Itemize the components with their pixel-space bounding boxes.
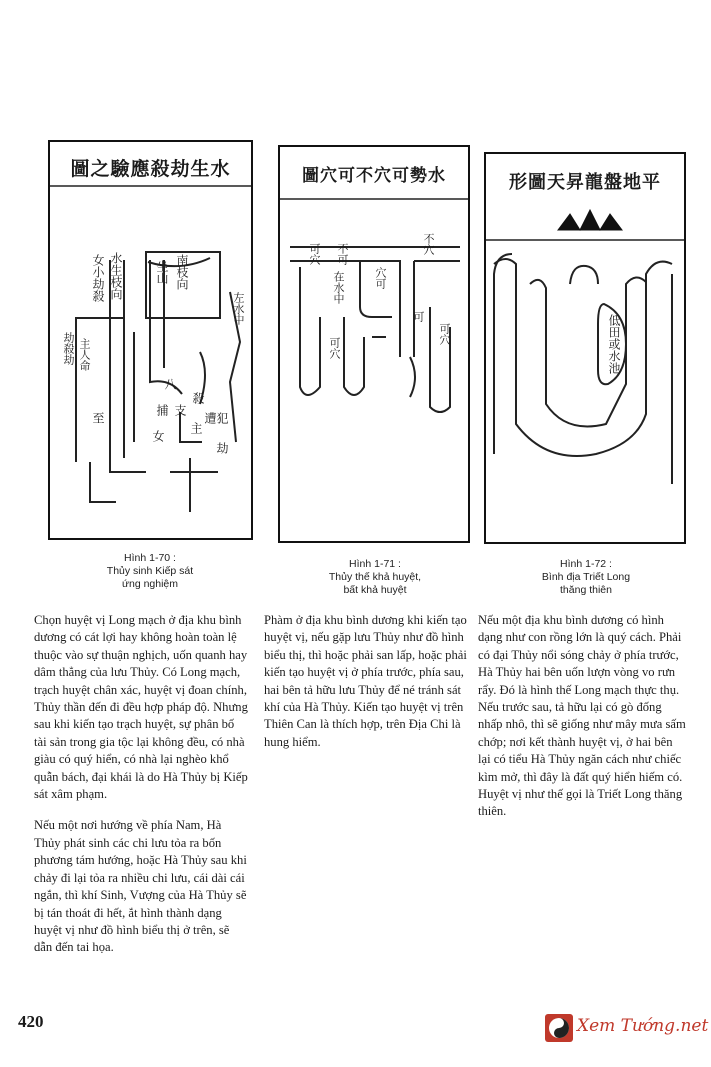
caption-1-71-line-1: Thủy thế khả huyệt, <box>328 571 422 583</box>
fig2-label-f: 可穴 <box>438 323 451 345</box>
text-column-3 <box>478 612 686 835</box>
fig2-label-e: 可 <box>412 311 425 322</box>
fig2-label-a: 可穴 <box>308 243 321 265</box>
text-column-2 <box>264 612 470 765</box>
fig2-label-h: 可穴 <box>328 337 341 359</box>
fig1-label-c: 南枝向 <box>175 254 189 290</box>
figure-1-71-title: 圖穴可不穴可勢水 <box>302 166 446 186</box>
figure-1-70 <box>48 140 253 540</box>
fig1-label-i: 殺 <box>191 392 205 404</box>
fig1-label-k: 支 <box>173 404 187 416</box>
fig1-label-n: 遭 <box>203 412 217 424</box>
caption-1-72-number: Hình 1-72 : <box>560 558 612 570</box>
paragraph: Chọn huyệt vị Long mạch ở địa khu bình dương có cát lợi hay không hoàn toàn lệ thuộc vào sự thuận nghịch, uốn quanh hay dâm thẳng của lưu Thủy. Có Long mạch, trạch huyệt chân xác, huyệt vị đoan chính, Thủy thần đến đi đều hợp pháp độ. Nhưng sau khi kiến tạo trạch huyệt, sự phân bố tài sản trong gia tộc lại không đều, có nhà giàu có quý hiển, có nhà lại nghèo khổ quẫn bách, đại khái là do Hà Thủy bị Kiếp sát xâm phạm. <box>34 613 248 802</box>
figure-1-71-drawing <box>280 147 470 543</box>
fig1-label-h: 女 <box>151 430 165 442</box>
figure-1-71 <box>278 145 470 543</box>
yin-yang-icon <box>545 1014 573 1042</box>
figure-1-72 <box>484 152 686 544</box>
fig1-label-p: 劫 <box>215 442 229 454</box>
figure-1-72-drawing <box>486 154 686 544</box>
fig1-label-e: 左水中 <box>232 292 245 325</box>
figure-1-70-title: 圖之驗應殺劫生水 <box>70 158 231 180</box>
paragraph: Phàm ở địa khu bình dương khi kiến tạo huyệt vị, nếu gặp lưu Thủy như đồ hình biểu thị, thì hoặc phải san lấp, hoặc phải kiến tạo huyệt vị ở phía trước, phía sau, hai bên tả hữu lưu Thủy để né tránh sát khí của Hà Thủy. Kiến tạo huyệt vị trên Thiên Can là thích hợp, trên Địa Chi là hung hiểm. <box>264 613 467 749</box>
brand-logo[interactable] <box>545 1014 709 1046</box>
caption-1-70-line-2: ứng nghiệm <box>121 578 179 590</box>
page-number: 420 <box>18 1012 44 1031</box>
fig2-label-b: 不可 <box>336 243 349 265</box>
caption-1-70-number: Hình 1-70 : <box>124 552 176 564</box>
brand-text: Xem Tướng.net <box>577 1016 709 1036</box>
caption-1-72-line-2: thăng thiên <box>560 584 612 596</box>
caption-1-71-line-2: bất khả huyệt <box>343 584 407 596</box>
paragraph: Nếu một nơi hướng về phía Nam, Hà Thủy phát sinh các chi lưu tỏa ra bốn phương tám hướng, hoặc Hà Thủy sau khi chảy đi lại tỏa ra nhiều chi lưu, cái dài cái ngắn, thì khí Sinh, Vượng của Hà Thủy sẽ bị tán thoát đi hết, ắt hình thành dạng huyệt vị như đồ hình biểu thị ở trên, sẽ dẫn đến tai họa. <box>34 818 247 955</box>
fig2-label-c: 不穴 <box>422 233 435 255</box>
fig1-label-a: 水生枝向 <box>109 252 123 300</box>
fig1-label-m: 主 <box>189 422 203 434</box>
text-column-1 <box>34 612 248 971</box>
mountain-icon <box>558 210 622 230</box>
fig1-label-l: 捕 <box>155 404 169 416</box>
caption-1-71-number: Hình 1-71 : <box>349 558 401 570</box>
fig1-label-b: 女小劫殺 <box>91 254 105 302</box>
paragraph: Nếu một địa khu bình dương có hình dạng như con rồng lớn là quý cách. Phải có đại Thủy nổi sóng chảy ở phía trước, Hà Thủy hai bên uốn lượn vòng vo rưn rẩy. Đó là hình thế Long mạch thực thụ. Nếu trước sau, tả hữu lại có gò đống nhấp nhô, thì sẽ giống như mây mưa sấm chớp; nơi kết thành huyệt vị, ở hai bên lại có tiểu Hà Thủy ngăn cách như chiếc kìm mở, thì đây là đất quý hiển hiếm có. Huyệt vị như thế gọi là Triết Long thăng thiên. <box>478 613 686 819</box>
fig1-label-j: 八 <box>163 378 177 390</box>
fig1-label-d: 坐山 <box>155 260 169 284</box>
caption-1-70 <box>60 552 240 591</box>
fig1-label-q: 至 <box>91 412 105 424</box>
fig1-label-f: 劫殺劫 <box>62 332 75 365</box>
figure-1-72-title: 形圖天昇龍盤地平 <box>509 172 661 193</box>
fig1-label-g: 主人命 <box>78 338 91 371</box>
caption-1-72 <box>496 558 676 597</box>
caption-1-71 <box>285 558 465 597</box>
caption-1-72-line-1: Bình địa Triết Long <box>541 571 631 583</box>
caption-1-70-line-1: Thủy sinh Kiếp sát <box>106 565 194 577</box>
fig3-label-a: 低田或水池 <box>607 314 621 374</box>
fig1-label-o: 犯 <box>215 412 229 424</box>
fig2-label-d: 穴可 <box>374 267 387 289</box>
fig2-label-g: 在水中 <box>332 271 345 304</box>
